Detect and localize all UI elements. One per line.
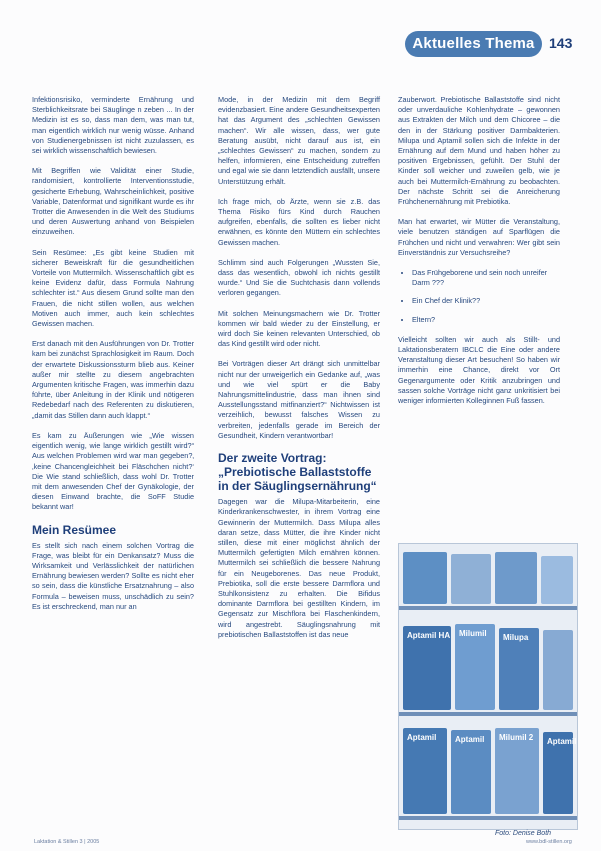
formula-box: [543, 732, 577, 814]
shelf: [399, 816, 577, 820]
formula-box: [403, 626, 451, 710]
text-column-2: [218, 95, 380, 650]
product-label: Aptamil HA: [407, 631, 451, 640]
product-label: Milupa: [503, 633, 529, 642]
formula-box: [451, 554, 491, 604]
list-item: • Das Frühgeborene und sein noch unreifer Darm ???: [412, 268, 560, 288]
text-column-3: [398, 95, 560, 416]
formula-box: [499, 628, 539, 710]
product-shelf-photo: [398, 543, 578, 830]
section-heading: Mein Resümee: [32, 522, 117, 537]
paragraph: Vielleicht sollten wir auch als Stillt- und Laktationsberatern IBCLC die Eine oder andere Veranstaltung dieser Art besuchen! So haben wir immerhin eine Chance, direkt vor Ort Gegenargumente oder Kritik anzubringen und sassen solche Vorträge nicht ganz unkritisiert bei weniger informierten Kolleginnen Fuß fassen.: [398, 334, 560, 406]
paragraph: Mit Begriffen wie Validität einer Studie, randomisiert, kontrollierte Interventionsstudie, gesicherte Erhebung, Wahrscheinlichkeit, positive Variable, Datenformat und signifikant wurde es ihr Trotter die Anwesenden in die Welt des Studiums und deren Auswertung anhand von Beispielen einzuweihen.: [32, 166, 194, 237]
paragraph: Sein Resümee: „Es gibt keine Studien mit sicherer Beweiskraft für die gesundheitlichen Vorteile von Muttermilch. Wissenschaftlich gibt es keine Evidenz dafür, dass Formula Nahrung schlechter ist.“ Aus diesem Grund sollte man den Frauen, die nicht stillen wollen, aus welchen Motiven auch immer, auch kein schlechtes Gewissen machen.: [32, 247, 194, 329]
product-label: Aptamil: [455, 735, 485, 744]
footer-journal: Laktation & Stillen 3 | 2005: [34, 839, 100, 845]
shelf: [399, 712, 577, 716]
formula-box: [403, 728, 447, 814]
paragraph: Bei Vorträgen dieser Art drängt sich unmittelbar nicht nur der unweigerlich ein Gedanke auf, „was und wie viel spürt er die Baby Nahrungsmittelindustrie, dass man ihnen sind Ausstellungsstand mitfinanziert?“ Nichtwissen ist verzeihlich, bewusst falsches Wissen zu verbreiten, jedenfalls gerade im Bereich der Gesundheit, Kindern verantwortbar!: [218, 359, 380, 440]
footer-website: www.bdl-stillen.org: [526, 839, 572, 845]
paragraph: Zauberwort. Prebiotische Ballaststoffe sind nicht oder unverdauliche Kohlenhydrate – gewonnen aus Extrakten der Milch und dem Chicoree – die den in der Stärkung positiver Darmbakterien. Milupa und Aptamil sollen sich die Infekte in der Ernährung auf dem Mund und haben höher zu positiven Ergebnissen, gefühlt. Der Stuhl der Kinder soll weicher und zuweilen gelb, wie je auch bei Muttermilch-Ernährung zu beobachten. Der nächste Schritt sei die Anreicherung Frühchenernährung mit Prebiotika.: [398, 95, 560, 207]
paragraph: Es stellt sich nach einem solchen Vortrag die Frage, was bleibt für ein Denkansatz? Muss die Wirksamkeit und Verlässlichkeit der natürlichen Ernährung bewiesen werden? Sollte es nicht eher so sein, dass die künstliche Ersatznahrung – also Formula – beweisen muss, unschädlich zu sein? Es ist erschreckend, man nur an: [32, 540, 194, 611]
product-label: Milumil: [459, 629, 487, 638]
formula-box: [543, 630, 573, 710]
formula-box: [541, 556, 573, 604]
formula-box: [495, 552, 537, 604]
paragraph: Dagegen war die Milupa-Mitarbeiterin, eine Kinderkrankenschwester, in ihrem Vortrag eine Gewinnerin der Muttermilch. Dass Milupa alles daran setze, dass Mütter, die ihre Kinder nicht stillen, diese mit einer möglichst ähnlich der Muttermilch gefertigten Milch ernähren können. Muttermilch sei schließlich die bessere Nahrung für ein Neugeborenes. Das neue Produkt, Prebiotika, soll die erste bessere Darmflora und Stuhlkonsistenz zu erhalten. Die Bifidus dominante Darmflora bei gestillten Kindern, im Gegensatz zur Mischflora bei Flaschenkindern, wird angestrebt. Säuglingsnahrung mit prebiotischen Ballaststoffen ist das neue: [218, 497, 380, 639]
paragraph: Man hat erwartet, wir Mütter die Veranstaltung, viele benutzen ständigen auf Sparflügen die Frühchen und nicht und verwahren: Wer gibt sein Einverständnis zur Versuchsreihe?: [398, 217, 560, 257]
formula-box: [495, 728, 539, 814]
page-number: 143: [549, 35, 573, 51]
paragraph: Mode, in der Medizin mit dem Begriff evidenzbasiert. Eine andere Gesundheitsexperten hat das Argument des „schlechten Gewissen machen“. Wir alle wissen, dass, wer gute Beratung ausübt, nicht darauf aus ist, ein „schlechtes Gewissen“ zu machen, sondern zu helfen, informieren, eine Entscheidung zutreffen und egal wie sie dann letztendlich ausfällt, unsere Unterstützung erhält.: [218, 95, 380, 186]
shelf: [399, 606, 577, 610]
paragraph: Infektionsrisiko, verminderte Ernährung und Sterblichkeitsrate bei Säuglinge n zeben ... In der Medizin ist es so, dass man dem, was man tut, man eigentlich wirklich nur wenig wüsse. Anhand von Studienergebnissen ist nicht zuzulassen, es sei wirklich wissenschaftlich bewiesen.: [32, 95, 194, 156]
list-item: • Eltern?: [412, 315, 560, 325]
paragraph: Schlimm sind auch Folgerungen „Wussten Sie, dass das wesentlich, obwohl ich nichts gestillt wurde.“ Und Sie die Suchtchasis dann vollends verloren gegangen.: [218, 257, 380, 298]
text-column-1: [32, 95, 194, 622]
paragraph: Erst danach mit den Ausführungen von Dr. Trotter kam bei zunächst Sprachlosigkeit im Raum. Doch der erwartete Diskussionssturm blieb aus. Keiner außer mir stellte zu diesem angebrachten Argumenten kritische Fragen, was immerhin dazu führte, über Anleitung in der Klinik und nötigeren Redebedarf nach des Referenten zu diskutieren, „damit das Stillen dann auch klappt.“: [32, 339, 194, 420]
product-label: Aptamil: [547, 737, 577, 746]
formula-box: [455, 624, 495, 710]
photo-credit: Foto: Denise Both: [495, 830, 552, 837]
product-label: Milumil 2: [499, 733, 534, 742]
paragraph: Ich frage mich, ob Ärzte, wenn sie z.B. das Thema Risiko fürs Kind durch Rauchen aufgreifen, ebenfalls, die sollten es lieber nicht erwähnen, es könnte den Müttern ein schlechtes Gewissen machen.: [218, 196, 380, 247]
paragraph: Es kam zu Äußerungen wie „Wie wissen eigentlich wenig, wie lange wirklich gestillt wird?“ Aus welchen Problemen wird war man gegeben?‚ ‚keine Chancengleichheit bei Fläschchen nicht?‘ Die Wie stand schließlich, dass wohl Dr. Trotter mit dem anwesenden Chef der Gynäkologie, der diesen Einwand brachte, die SoFF Studie bekannt war!: [32, 430, 194, 512]
paragraph: Mit solchen Meinungsmachern wie Dr. Trotter kommen wir bald wieder zu der Einstellung, er wird doch Sie keinen relevanten Unterschied, ob das Kind gestillt wird oder nicht.: [218, 308, 380, 349]
section-heading: Der zweite Vortrag: „Prebiotische Ballaststoffe in der Säuglingsernährung“: [218, 451, 377, 494]
product-label: Aptamil: [407, 733, 437, 742]
bullet-list: [398, 268, 560, 325]
formula-box: [451, 730, 491, 814]
section-title-badge: Aktuelles Thema: [405, 31, 542, 57]
formula-box: [403, 552, 447, 604]
list-item: • Ein Chef der Klinik??: [412, 296, 560, 306]
